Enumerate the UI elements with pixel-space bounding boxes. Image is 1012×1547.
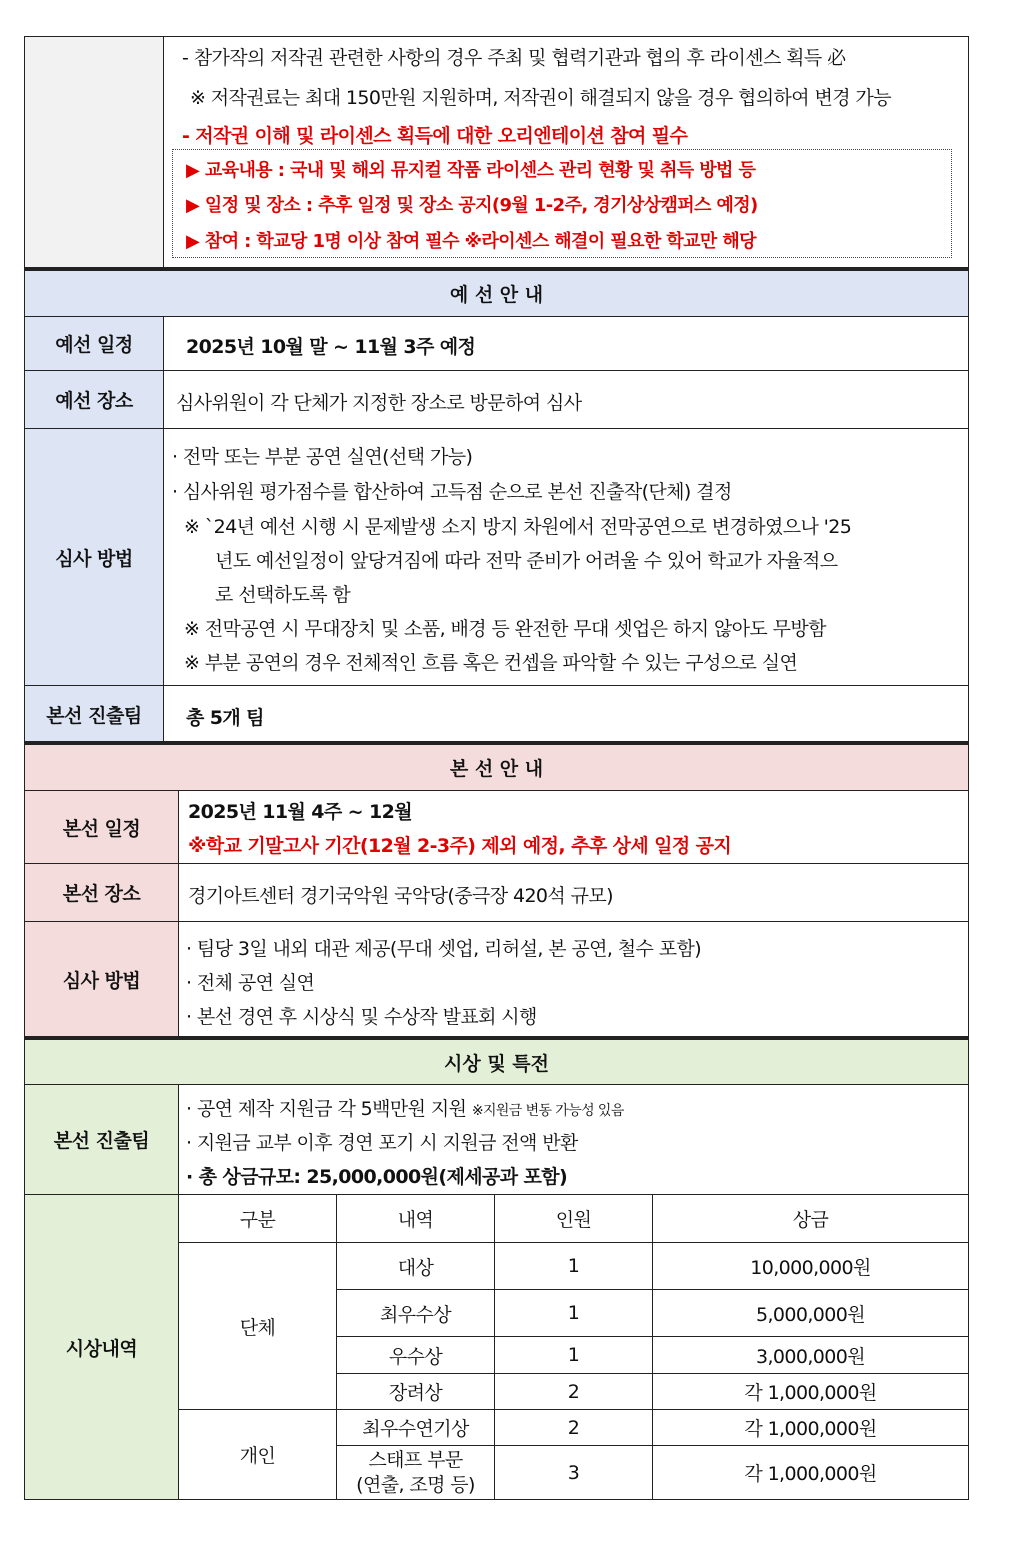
award-item: 최우수상 bbox=[336, 1289, 495, 1337]
final-schedule-note: ※학교 기말고사 기간(12월 2-3주) 제외 예정, 추후 상세 일정 공지 bbox=[188, 835, 732, 857]
awards-group-team: 단체 bbox=[178, 1242, 337, 1410]
awards-support-line bbox=[186, 1094, 624, 1121]
prelim-method-note-cont: 년도 예선일정이 앞당겨짐에 따라 전막 준비가 어려울 수 있어 학교가 자율적으 bbox=[215, 550, 838, 572]
final-method-line: · 팀당 3일 내외 대관 제공(무대 셋업, 리허설, 본 공연, 철수 포함) bbox=[186, 938, 702, 960]
award-prize: 3,000,000원 bbox=[652, 1336, 969, 1374]
prelim-teams-cell bbox=[163, 685, 969, 743]
final-venue-value: 경기아트센터 경기국악원 국악당(중극장 420석 규모) bbox=[188, 885, 613, 907]
awards-header: 시상 및 특전 bbox=[24, 1039, 969, 1085]
final-header: 본 선 안 내 bbox=[24, 744, 969, 791]
orientation-content-line: ▶ 교육내용 : 국내 및 해외 뮤지컬 작품 라이센스 관리 현황 및 취득 방법 등 bbox=[186, 160, 756, 181]
awards-support-text: · 공연 제작 지원금 각 5백만원 지원 bbox=[186, 1098, 467, 1120]
award-item: 장려상 bbox=[336, 1373, 495, 1410]
awards-support-note: ※지원금 변동 가능성 있음 bbox=[471, 1103, 624, 1119]
license-orientation-line: - 저작권 이해 및 라이센스 획득에 대한 오리엔테이션 참여 필수 bbox=[182, 125, 688, 147]
final-venue-label: 본선 장소 bbox=[24, 863, 179, 922]
prelim-method-note-cont: 로 선택하도록 함 bbox=[215, 584, 351, 606]
awards-col-header: 인원 bbox=[494, 1194, 653, 1243]
award-prize: 각 1,000,000원 bbox=[652, 1409, 969, 1446]
prelim-method-line: · 전막 또는 부분 공연 실연(선택 가능) bbox=[172, 446, 473, 468]
final-schedule-label: 본선 일정 bbox=[24, 790, 179, 864]
award-count: 2 bbox=[494, 1409, 653, 1446]
prelim-venue-value: 심사위원이 각 단체가 지정한 장소로 방문하여 심사 bbox=[176, 392, 582, 414]
license-label-cell bbox=[24, 36, 164, 269]
awards-teams-label: 본선 진출팀 bbox=[24, 1084, 179, 1195]
orientation-schedule-line: ▶ 일정 및 장소 : 추후 일정 및 장소 공지(9월 1-2주, 경기상상캠퍼스 예정) bbox=[186, 195, 758, 216]
award-item: 우수상 bbox=[336, 1336, 495, 1374]
awards-list-label: 시상내역 bbox=[24, 1194, 179, 1500]
license-line-2: ※ 저작권료는 최대 150만원 지원하며, 저작권이 해결되지 않을 경우 협의하여 변경 가능 bbox=[190, 87, 891, 109]
award-item: 최우수연기상 bbox=[336, 1409, 495, 1446]
award-item-line: 스태프 부문 bbox=[368, 1448, 463, 1471]
award-count: 1 bbox=[494, 1289, 653, 1337]
final-method-label: 심사 방법 bbox=[24, 921, 179, 1038]
award-prize: 각 1,000,000원 bbox=[652, 1445, 969, 1500]
award-item bbox=[336, 1445, 495, 1500]
prelim-header: 예 선 안 내 bbox=[24, 270, 969, 317]
awards-total-line: · 총 상금규모: 25,000,000원(제세공과 포함) bbox=[186, 1166, 568, 1188]
prelim-venue-label: 예선 장소 bbox=[24, 370, 164, 429]
prelim-teams-value: 총 5개 팀 bbox=[186, 707, 264, 729]
award-count: 2 bbox=[494, 1373, 653, 1410]
license-line-1: - 참가작의 저작권 관련한 사항의 경우 주최 및 협력기관과 협의 후 라이센스 획득 必 bbox=[182, 47, 846, 69]
award-prize: 5,000,000원 bbox=[652, 1289, 969, 1337]
awards-col-header: 상금 bbox=[652, 1194, 969, 1243]
prelim-method-note: ※ `24년 예선 시행 시 문제발생 소지 방지 차원에서 전막공연으로 변경하였으나 '25 bbox=[184, 516, 852, 538]
final-schedule-value: 2025년 11월 4주 ~ 12월 bbox=[188, 801, 412, 823]
prelim-method-line: · 심사위원 평가점수를 합산하여 고득점 순으로 본선 진출작(단체) 결정 bbox=[172, 481, 732, 503]
prelim-schedule-value: 2025년 10월 말 ~ 11월 3주 예정 bbox=[186, 336, 476, 358]
prelim-method-note: ※ 전막공연 시 무대장치 및 소품, 배경 등 완전한 무대 셋업은 하지 않아도 무방함 bbox=[184, 618, 826, 640]
award-prize: 10,000,000원 bbox=[652, 1242, 969, 1290]
award-item: 대상 bbox=[336, 1242, 495, 1290]
award-count: 1 bbox=[494, 1336, 653, 1374]
prelim-method-note: ※ 부분 공연의 경우 전체적인 흐름 혹은 컨셉을 파악할 수 있는 구성으로 실연 bbox=[184, 652, 798, 674]
award-item-line: (연출, 조명 등) bbox=[356, 1473, 475, 1496]
awards-col-header: 구분 bbox=[178, 1194, 337, 1243]
prelim-teams-label: 본선 진출팀 bbox=[24, 685, 164, 743]
awards-refund-line: · 지원금 교부 이후 경연 포기 시 지원금 전액 반환 bbox=[186, 1132, 578, 1154]
award-prize: 각 1,000,000원 bbox=[652, 1373, 969, 1410]
final-method-line: · 본선 경연 후 시상식 및 수상작 발표회 시행 bbox=[186, 1006, 537, 1028]
award-count: 1 bbox=[494, 1242, 653, 1290]
awards-group-individual: 개인 bbox=[178, 1409, 337, 1500]
prelim-method-label: 심사 방법 bbox=[24, 428, 164, 686]
orientation-participation-line: ▶ 참여 : 학교당 1명 이상 참여 필수 ※라이센스 해결이 필요한 학교만 해당 bbox=[186, 231, 756, 252]
prelim-schedule-label: 예선 일정 bbox=[24, 316, 164, 371]
final-method-line: · 전체 공연 실연 bbox=[186, 972, 315, 994]
awards-col-header: 내역 bbox=[336, 1194, 495, 1243]
award-count: 3 bbox=[494, 1445, 653, 1500]
